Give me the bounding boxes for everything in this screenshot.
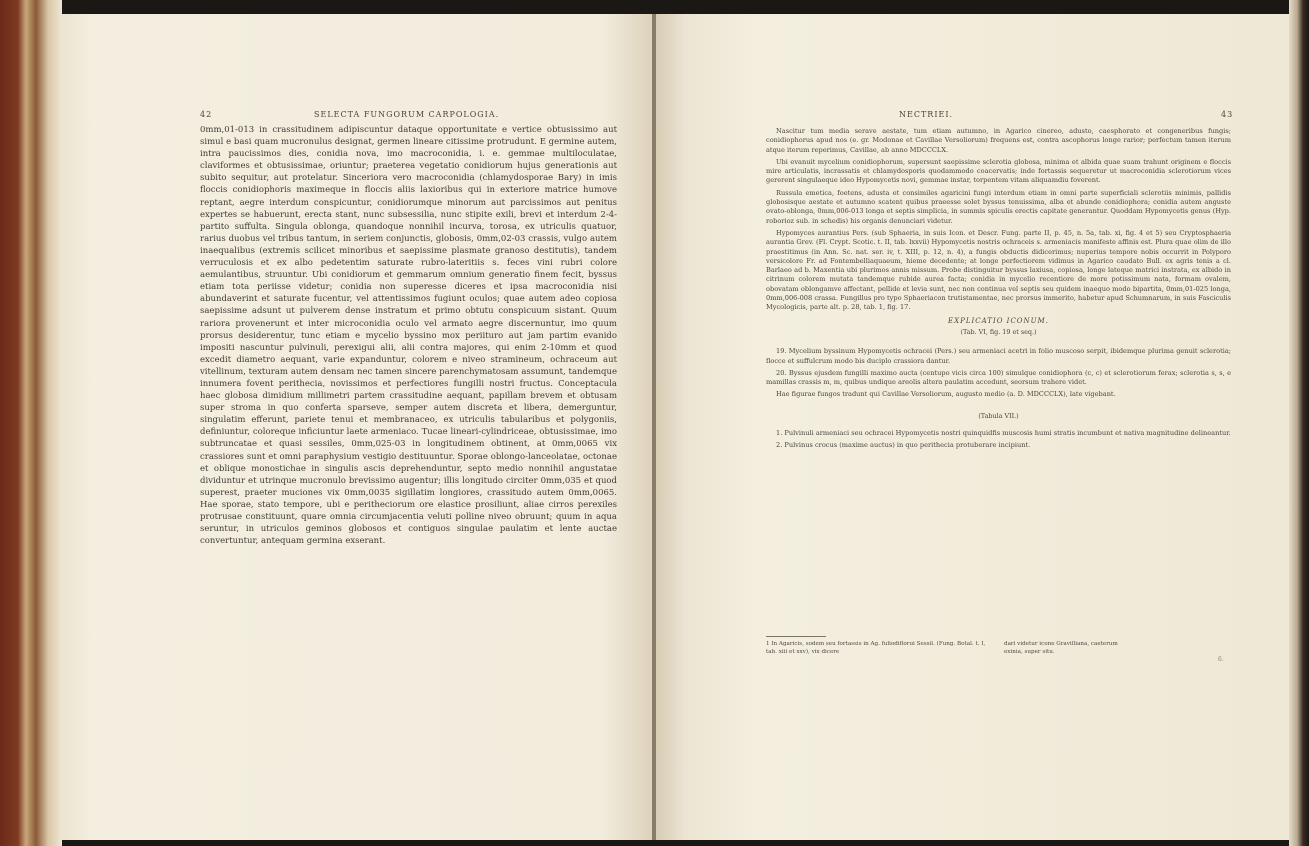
left-body-text bbox=[200, 124, 617, 547]
right-paragraph-1: Nascitur tum media serave aestate, tum etiam autumno, in Agarico cinereo, adusto, caesphorato et congeneribus fungis; conidiophorus apud nos (e. gr. Modonae et Cavillae Versoliorum) frequens est, contra ascophorus longe rarior; perfectum tamen iterum atque iterum reperimus, Cavillae, ab anno MDCCCLX. bbox=[766, 127, 1231, 154]
left-paragraph: 0mm,01-013 in crassitudinem adipiscuntur dataque opportunitate e vertice obtusissimo aut simul e basi quam mucronulus designat, germen lineare citissime protrudunt. E germine autem, intra paucissimos dies, conidia nova, imo macroconidia, i. e. gemmae multiloculatae, claviformes et obtusissimae, oriuntur; praeterea vegetatio conidiorum hujus generationis aut subito sequitur, aut protelatur. Sinceriora vero macroconidia (chlamydosporae Bary) in imis floccis conidiophoris maximeque in floccis aliis laxioribus qui in exteriore matrice humove reptant, aegre interdum conspicuntur, conidiorumque minorum aut parcissimos aut penitus expertes se habuerunt, erecta stant, nunc subsessilia, nunc stipite exili, brevi et interdum 2-4-partito suffulta. Singula oblonga, quandoque nonnihil incurva, torosa, ex utriculis quatuor, rarius duobus vel tribus tantum, in seriem conjunctis, globosis, 0mm,02-03 crassis, vulgo autem inaequalibus (extremis scilicet minoribus et saepissime plasmate granoso destitutis), tandem verruculosis et ex albo pedetentim saturate rubro-lateritiis s. feces vini rubri colore aemulantibus, struuntur. Ubi conidiorum et gemmarum omnium generatio finem fecit, byssus etiam tota periisse videtur; conidia non superesse diceres et ipsa macroconidia nisi abundaverint et saturate fucentur, vel attentissimos fugiunt oculos; quae autem adeo copiosa saepissime adsunt ut pulverem dense instratum et primo obtutu conspicuum sistant. Quum rariora provenerunt et inter microconidia oculo vel armato aegre discernuntur, imo quum prorsus desiderentur, tunc etiam e mycelio byssino mox periituro aut jam partim evanido impositi nascuntur pulvinuli, perexigui alii, alii contra majores, qui enim 2-10mm et quod excedit diametro aequant, varie expanduntur, colorem e niveo stramineum, ochraceum aut vitellinum, texturam autem densam nec tamen sincere parenchymatosam assumunt, tandemque innumera fovent perithecia, novissimos et perfectiores fungilli nostri fructus. Conceptacula haec globosa dimidium millimetri partem crassitudine aequant, papillam brevem et obtusam super stroma in quo conferta sparseve, semper autem discreta et libera, demerguntur, singulatim efferunt, pariete tenui et membranaceo, ex utriculis tabularibus et polygoniis, definiuntur, coloreque inficiuntur laete armeniaco. Tucae lineari-cylindriceae, obtusissimae, imo subtruncatae et quasi sessiles, 0mm,025-03 in longitudinem obtinent, at 0mm,0065 vix crassiores sunt et omni paraphysium vestigio destituuntur. Sporae oblongo-lanceolatae, octonae et oblique monostichae in singulis ascis deprehenduntur, septo medio nonnihil angustatae dividuntur et utrinque mucronulo brevissimo augentur; illis longitudo circiter 0mm,035 et quod superest, praeter muciones vix 0mm,0035 sigillatim longiores, crassitudo autem 0mm,0065. Hae sporae, stato tempore, ubi e peritheciorum ore elastice prosiliunt, aliae cirros perexiles protrusae constituunt, quare omnia circumjacentia veluti polline niveo obruunt; quum in aqua seruntur, in utriculos geminos globosos et contiguos singulae paulatim et lente auctae convertuntur, antequam germina exserant. bbox=[200, 125, 617, 547]
book-edge bbox=[1289, 0, 1309, 846]
footnote-left: 1 In Agaricis, sodem seu fortassis in Ag. fuliodiflorui Sessil. (Fung. Botal. t. I, tab. xiii et xxv), vix dicere bbox=[766, 641, 986, 655]
right-running-head: NECTRIEI. bbox=[899, 110, 954, 119]
signature-mark: 6. bbox=[1218, 656, 1224, 663]
plate-item: 2. Pulvinus crocus (maxime auctus) in quo perithecia protuberare incipiunt. bbox=[776, 441, 1031, 450]
right-page-number: 43 bbox=[1221, 110, 1234, 119]
right-paragraph-3: Russula emetica, foetens, adusta et consimiles agaricini fungi interdum etiam in omni parte superficiali sclerotiis minimis, pallidis globosisque aestate et autumno scatent quibus praeesse solet byssus tenuissima, alba et abunde conidiophora; conidia autem anguste ovato-oblonga, 0mm,006-013 longa et septis simplicia, in summis spiculis erectis capitate generantur. Quoddam Hypomycetis genus (Hyp. roborioz sub. in schedis) his organis denunciari videtur. bbox=[766, 188, 1231, 225]
footnote-right: dari videtur icone Gravilliana, caeterum exinia, super situ. bbox=[1004, 641, 1118, 655]
caption-item: 19. Mycelium byssinum Hypomycetis ochracei (Pers.) seu armeniaci acetri in folio muscoso serpit, ibidemque plurima genuit sclerotia; flocce et suffulcrum modo bis duciplo crassiora dantur. bbox=[766, 347, 1231, 365]
left-page-number: 42 bbox=[200, 110, 213, 119]
caption-item: 20. Byssus ejusdem fungilli maximo aucta (centupo vicis circa 100) simulque conidiophora (c, c) et sclerotiorum ferax; sclerotia s, s, e mamillas crassis m, m, quibus undique areolis altera paulatim accedunt, seorsum trahere videt. bbox=[766, 368, 1231, 387]
left-page bbox=[62, 14, 652, 840]
caption-item: Hae figurae fungos tradunt qui Cavillae Versoliorum, augusto medio (a. D. MDCCCLX), late vigebant. bbox=[776, 390, 1116, 399]
figure-explanation-subtitle: (Tab. VI, fig. 19 et seq.) bbox=[960, 327, 1037, 336]
right-page bbox=[656, 14, 1289, 840]
book-spine bbox=[0, 0, 62, 846]
footnote-rule bbox=[766, 636, 826, 637]
right-body-text bbox=[766, 127, 1231, 454]
figure-explanation-title: EXPLICATIO ICONUM. bbox=[948, 316, 1049, 325]
plate-item: 1. Pulvinuli armeniaci seu ochracei Hypomycetis nostri quinquidfis muscosis humi stratis incumbunt et nativa magnitudine delineantur. bbox=[776, 429, 1231, 438]
plate-heading: (Tabula VII.) bbox=[978, 411, 1019, 420]
right-paragraph-4: Hypomyces aurantius Pers. (sub Sphaeria, in suis Icon. et Descr. Fung. parte II, p. 45, n. 5a, tab. xi, fig. 4 et 5) seu Cryptosphaeria aurantia Grev. (Fl. Crypt. Scotic. t. II, tab. lxxvii) Hypomycetis nostris ochraceis s. armeniacis manifeste affinis est. Plura quae olim de illo praestitimus (in Ann. Sc. nat. ser. iv, t. XIII, p. 12, n. 4), a fungis obductis didicerimus; nuperius tempore nobis occurrit in Polyporo versicolore Fr. ad Fontembelliaquaeum, hieme decedente; at longe perfectiorem vidimus in Agarico caudato Bull. ex agris tenis a cl. Barlaeo ad b. Maxentia ubi plurimos annis missum. Probe distinguitur byssus laxiusa, copiosa, longe lateque matrici instrata, ex albido in citrinum colorem mutata tandemque rubide aurea facta; conidia in mycelio recentiore de more potissimum nata, formam ovalem, obovatam oblongamve affectant, pellide et levia sunt, nec non continua vel septis seu quidem inaequo modo bipartita, 0mm,01-025 longa, 0mm,006-008 crassa. Fungillus pro typo Sphaeriacon trutistamentae, nec prorsus immerito, habetur apud Schumnarum, in suis Fasciculis Mycologicis, parte alt. p. 28, tab. 1, fig. 17. bbox=[766, 228, 1231, 312]
left-running-head: SELECTA FUNGORUM CARPOLOGIA. bbox=[314, 110, 500, 119]
right-paragraph-2: Ubi evanuit mycelium conidiophorum, supersunt saepissime sclerotia globosa, minima et albida quae suam trahunt originem e floccis mire articulatis, incrassatis et chlamydosporis quodammodo coacervatis; inde fortassis sequeretur ut macroconidia sclerotiorum vices gererent singulaeque ideo Hypomycetis novi, gemmae instar, torpentem vitam aliquamdiu foverent. bbox=[766, 157, 1231, 185]
